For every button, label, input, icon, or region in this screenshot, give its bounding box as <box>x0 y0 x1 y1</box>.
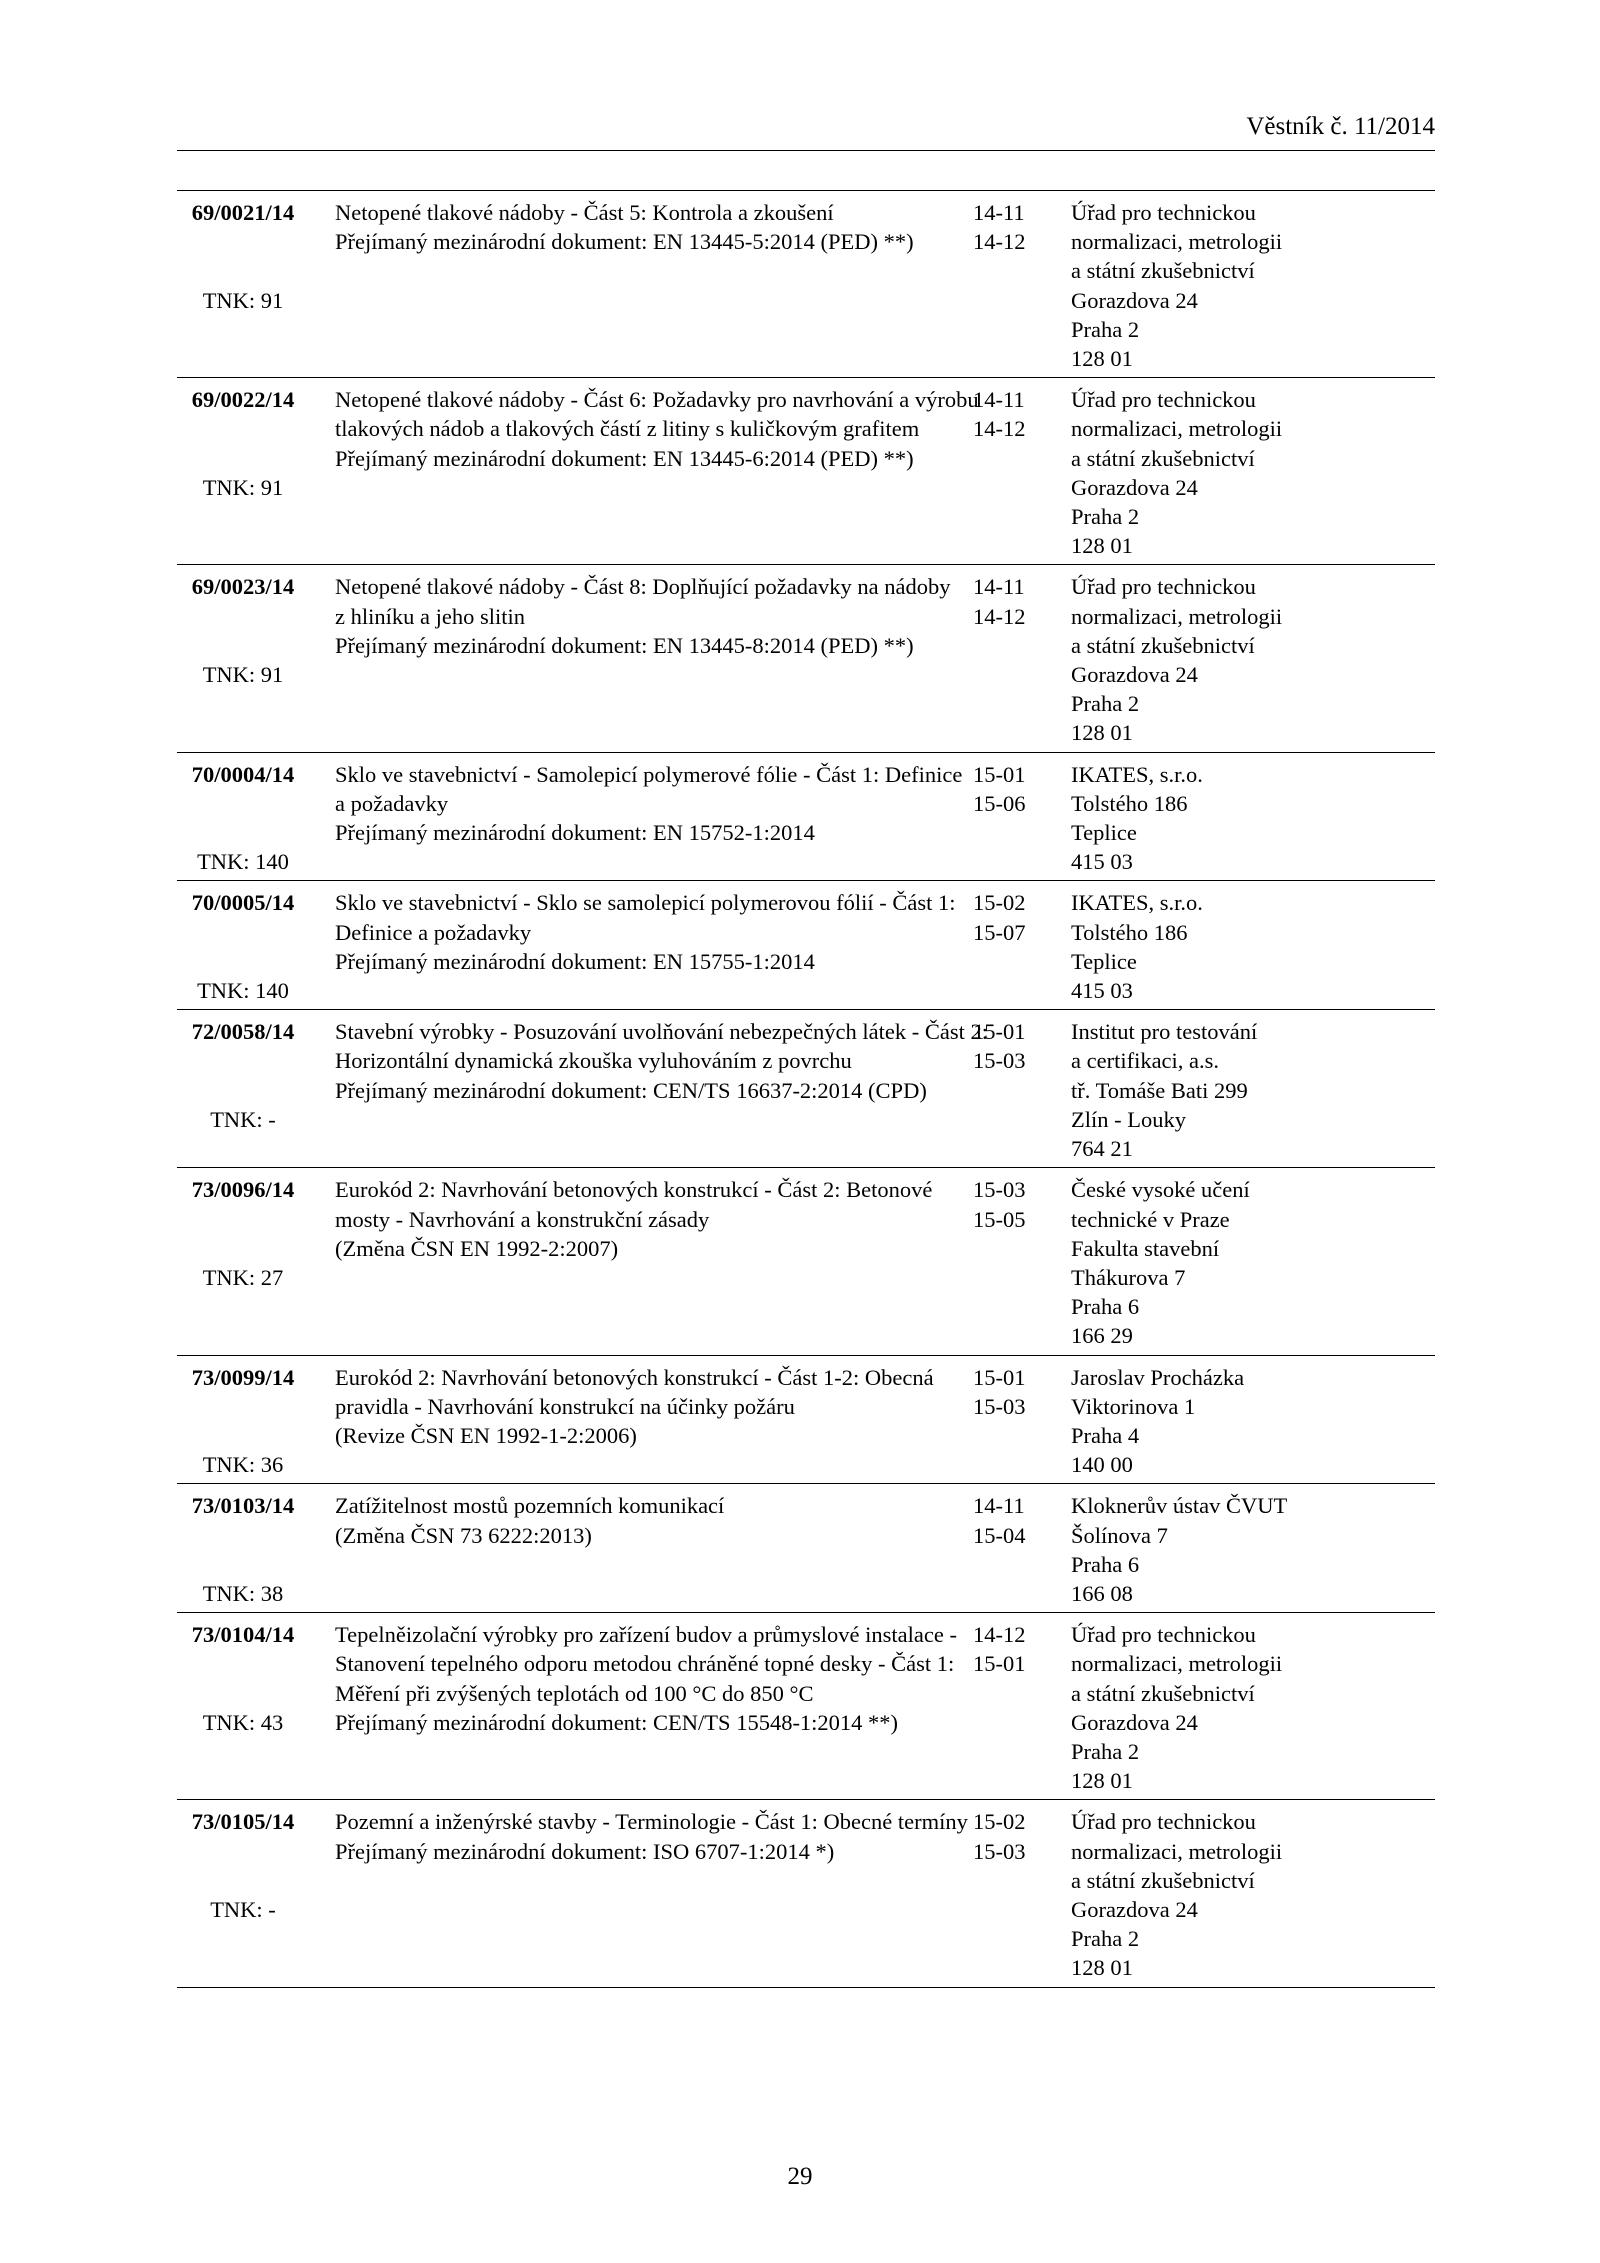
entry-date: 15-01 <box>973 1364 1026 1390</box>
entry-date: 14-11 <box>973 387 1025 413</box>
entry-processor-cell <box>1071 1807 1435 1982</box>
entry-processor-line: 415 03 <box>1071 849 1133 875</box>
entry-processor-cell <box>1071 198 1435 373</box>
entry-processor-line: 128 01 <box>1071 1768 1133 1794</box>
entry-date: 15-05 <box>973 1206 1026 1232</box>
entry-tnk: TNK: 27 <box>202 1264 284 1290</box>
entry-id-cell <box>177 1491 309 1608</box>
entry-processor-line: a certifikaci, a.s. <box>1071 1048 1220 1074</box>
entry-processor-line: Institut pro testování <box>1071 1019 1258 1045</box>
entry-date: 15-03 <box>973 1393 1026 1419</box>
entry-title-line: (Změna ČSN EN 1992-2:2007) <box>335 1235 619 1261</box>
entry-processor-line: 166 29 <box>1071 1323 1133 1349</box>
entry-id-cell <box>177 760 309 877</box>
entry-dates-cell <box>973 1807 1071 1982</box>
entry-title-cell <box>309 1620 973 1795</box>
entry-date: 15-03 <box>973 1048 1026 1074</box>
entry-date: 14-11 <box>973 574 1025 600</box>
entry-processor-line: Gorazdova 24 <box>1071 662 1198 688</box>
entry-date: 15-02 <box>973 1809 1026 1835</box>
entry-id-cell <box>177 198 309 373</box>
entry-processor-line: a státní zkušebnictví <box>1071 1867 1255 1893</box>
entry-title-line: Měření při zvýšených teplotách od 100 °C do 850 °C <box>335 1680 814 1706</box>
entry-id-cell <box>177 572 309 747</box>
entry-date: 15-01 <box>973 761 1026 787</box>
journal-issue: Věstník č. 11/2014 <box>1246 113 1435 140</box>
entry-processor-cell <box>1071 760 1435 877</box>
entry-number: 73/0103/14 <box>191 1493 295 1519</box>
entry-processor-cell <box>1071 1363 1435 1480</box>
entry-dates-cell <box>973 1017 1071 1163</box>
entry-id-cell <box>177 1620 309 1795</box>
entry-processor-cell <box>1071 1620 1435 1795</box>
entry-processor-line: Úřad pro technickou <box>1071 1809 1256 1835</box>
entry-dates-cell <box>973 198 1071 373</box>
entry-title-line: Tepelněizolační výrobky pro zařízení budov a průmyslové instalace - <box>335 1622 957 1648</box>
entry-processor-line: Teplice <box>1071 948 1137 974</box>
entry-processor-line: technické v Praze <box>1071 1206 1230 1232</box>
entry-processor-line: tř. Tomáše Bati 299 <box>1071 1077 1248 1103</box>
entry-date: 14-12 <box>973 229 1026 255</box>
entry-number: 73/0096/14 <box>191 1177 295 1203</box>
entry-title-line: Pozemní a inženýrské stavby - Terminologie - Část 1: Obecné termíny <box>335 1809 968 1835</box>
entry-title-line: Přejímaný mezinárodní dokument: EN 15752-1:2014 <box>335 820 815 846</box>
entry-title-line: Přejímaný mezinárodní dokument: EN 15755-1:2014 <box>335 948 815 974</box>
entry-processor-line: České vysoké učení <box>1071 1177 1250 1203</box>
entry-id-cell <box>177 1363 309 1480</box>
entry-processor-line: Viktorinova 1 <box>1071 1393 1196 1419</box>
entry-date: 15-01 <box>973 1651 1026 1677</box>
entry-tnk: TNK: 140 <box>197 849 289 875</box>
entry-processor-cell <box>1071 1175 1435 1350</box>
entry-number: 69/0023/14 <box>191 574 295 600</box>
entry-title-line: tlakových nádob a tlakových částí z litiny s kuličkovým grafitem <box>335 416 920 442</box>
entry-processor-line: Zlín - Louky <box>1071 1106 1186 1132</box>
entry-dates-cell <box>973 1491 1071 1608</box>
entry-dates-cell <box>973 1363 1071 1480</box>
entry-title-line: Netopené tlakové nádoby - Část 5: Kontrola a zkoušení <box>335 200 834 225</box>
entry-title-line: Definice a požadavky <box>335 919 532 945</box>
entry-processor-line: normalizaci, metrologii <box>1071 229 1283 255</box>
entry-title-line: mosty - Navrhování a konstrukční zásady <box>335 1206 710 1232</box>
entry-date: 15-04 <box>973 1522 1026 1548</box>
entry-tnk: TNK: 38 <box>202 1580 284 1606</box>
entry-id-cell <box>177 1017 309 1163</box>
standard-entry <box>177 1168 1435 1355</box>
entry-processor-line: normalizaci, metrologii <box>1071 1838 1283 1864</box>
entry-title-line: Přejímaný mezinárodní dokument: EN 13445-8:2014 (PED) **) <box>335 632 914 658</box>
entry-tnk: TNK: 91 <box>202 662 284 688</box>
entry-processor-line: Praha 2 <box>1071 691 1140 717</box>
entry-processor-line: Praha 6 <box>1071 1294 1140 1320</box>
entry-processor-line: a státní zkušebnictví <box>1071 445 1255 471</box>
entry-processor-line: 128 01 <box>1071 533 1133 559</box>
entry-title-line: Přejímaný mezinárodní dokument: CEN/TS 16637-2:2014 (CPD) <box>335 1077 927 1103</box>
entry-number: 70/0004/14 <box>191 761 295 787</box>
entry-date: 15-06 <box>973 790 1026 816</box>
entry-number: 70/0005/14 <box>191 890 295 916</box>
entry-title-line: z hliníku a jeho slitin <box>335 603 525 629</box>
entry-title-line: Přejímaný mezinárodní dokument: EN 13445-5:2014 (PED) **) <box>335 229 914 255</box>
entry-processor-line: 140 00 <box>1071 1452 1133 1478</box>
entry-tnk: TNK: 36 <box>202 1452 284 1478</box>
entry-date: 15-03 <box>973 1838 1026 1864</box>
entry-title-cell <box>309 1363 973 1480</box>
entry-processor-line: Kloknerův ústav ČVUT <box>1071 1493 1288 1519</box>
entry-processor-line: Fakulta stavební <box>1071 1235 1220 1261</box>
entry-title-line: Stavební výrobky - Posuzování uvolňování nebezpečných látek - Část 2: <box>335 1019 988 1045</box>
standard-entry <box>177 1484 1435 1613</box>
entry-processor-line: Praha 6 <box>1071 1551 1140 1577</box>
entry-processor-cell <box>1071 888 1435 1005</box>
entry-processor-line: Úřad pro technickou <box>1071 387 1256 413</box>
entry-id-cell <box>177 888 309 1005</box>
entry-processor-line: 128 01 <box>1071 720 1133 746</box>
entry-processor-line: Praha 2 <box>1071 316 1140 342</box>
entry-title-cell <box>309 888 973 1005</box>
entry-processor-line: Šolínova 7 <box>1071 1522 1168 1548</box>
entry-tnk: TNK: - <box>210 1106 276 1132</box>
entry-title-line: Stanovení tepelného odporu metodou chráněné topné desky - Část 1: <box>335 1651 955 1677</box>
entry-title-line: Eurokód 2: Navrhování betonových konstrukcí - Část 1-2: Obecná <box>335 1364 934 1390</box>
entry-processor-line: 764 21 <box>1071 1136 1133 1162</box>
standard-entry <box>177 1613 1435 1800</box>
entry-dates-cell <box>973 385 1071 560</box>
entry-id-cell <box>177 1175 309 1350</box>
entry-processor-cell <box>1071 1491 1435 1608</box>
entry-title-line: Sklo ve stavebnictví - Samolepicí polymerové fólie - Část 1: Definice <box>335 761 963 787</box>
entry-title-cell <box>309 760 973 877</box>
entry-title-line: Horizontální dynamická zkouška vyluhováním z povrchu <box>335 1048 852 1074</box>
standard-entry <box>177 1010 1435 1168</box>
entry-processor-line: Teplice <box>1071 820 1137 846</box>
entry-processor-line: normalizaci, metrologii <box>1071 603 1283 629</box>
entry-number: 69/0022/14 <box>191 387 295 413</box>
entry-date: 15-03 <box>973 1177 1026 1203</box>
standard-entry <box>177 191 1435 378</box>
entry-processor-line: Gorazdova 24 <box>1071 1896 1198 1922</box>
entry-title-cell <box>309 1807 973 1982</box>
entry-title-line: a požadavky <box>335 790 449 816</box>
entry-processor-cell <box>1071 1017 1435 1163</box>
standard-entry <box>177 565 1435 752</box>
entry-title-cell <box>309 1017 988 1163</box>
page-number: 29 <box>787 2163 813 2190</box>
entry-tnk: TNK: 91 <box>202 287 284 313</box>
entry-processor-line: Úřad pro technickou <box>1071 200 1256 225</box>
entry-processor-line: Úřad pro technickou <box>1071 574 1256 600</box>
entry-processor-line: 415 03 <box>1071 978 1133 1004</box>
entry-title-line: (Revize ČSN EN 1992-1-2:2006) <box>335 1422 637 1448</box>
entry-number: 69/0021/14 <box>191 200 295 225</box>
entry-number: 72/0058/14 <box>191 1019 295 1045</box>
entry-title-cell <box>309 385 979 560</box>
entry-processor-line: Gorazdova 24 <box>1071 287 1198 313</box>
entry-title-line: Sklo ve stavebnictví - Sklo se samolepicí polymerovou fólií - Část 1: <box>335 890 956 916</box>
entry-dates-cell <box>973 572 1071 747</box>
standard-entry <box>177 753 1435 882</box>
entry-date: 15-07 <box>973 919 1026 945</box>
entry-processor-line: Jaroslav Procházka <box>1071 1364 1245 1390</box>
entry-processor-line: a státní zkušebnictví <box>1071 258 1255 284</box>
entry-date: 15-02 <box>973 890 1026 916</box>
standard-entry <box>177 1800 1435 1987</box>
entry-processor-line: Praha 2 <box>1071 504 1140 530</box>
entry-processor-line: Úřad pro technickou <box>1071 1622 1256 1648</box>
entry-processor-line: IKATES, s.r.o. <box>1071 890 1203 916</box>
entry-id-cell <box>177 385 309 560</box>
entry-title-cell <box>309 198 973 373</box>
entry-title-line: (Změna ČSN 73 6222:2013) <box>335 1522 592 1548</box>
entry-date: 14-12 <box>973 1622 1026 1648</box>
entry-number: 73/0105/14 <box>191 1809 295 1835</box>
entry-title-line: Přejímaný mezinárodní dokument: EN 13445-6:2014 (PED) **) <box>335 445 914 471</box>
entry-processor-line: Gorazdova 24 <box>1071 1709 1198 1735</box>
entry-number: 73/0099/14 <box>191 1364 295 1390</box>
entry-processor-line: Tolstého 186 <box>1071 790 1188 816</box>
entry-title-line: Netopené tlakové nádoby - Část 8: Doplňující požadavky na nádoby <box>335 574 951 600</box>
entry-title-line: Netopené tlakové nádoby - Část 6: Požadavky pro navrhování a výrobu <box>335 387 979 413</box>
entry-date: 14-12 <box>973 603 1026 629</box>
entry-title-line: Zatížitelnost mostů pozemních komunikací <box>335 1493 725 1519</box>
entry-processor-line: Gorazdova 24 <box>1071 474 1198 500</box>
entry-processor-cell <box>1071 572 1435 747</box>
standard-entry <box>177 378 1435 565</box>
entry-tnk: TNK: 140 <box>197 978 289 1004</box>
standard-entry <box>177 881 1435 1010</box>
entry-processor-line: a státní zkušebnictví <box>1071 632 1255 658</box>
standard-entry <box>177 1356 1435 1485</box>
entry-processor-cell <box>1071 385 1435 560</box>
entry-date: 14-12 <box>973 416 1026 442</box>
entry-title-cell <box>309 1175 973 1350</box>
entry-dates-cell <box>973 1175 1071 1350</box>
entry-title-cell <box>309 1491 973 1608</box>
entry-dates-cell <box>973 888 1071 1005</box>
entry-title-line: Přejímaný mezinárodní dokument: CEN/TS 15548-1:2014 **) <box>335 1709 899 1735</box>
entry-date: 14-11 <box>973 1493 1025 1519</box>
entry-processor-line: 128 01 <box>1071 346 1133 372</box>
entry-processor-line: a státní zkušebnictví <box>1071 1680 1255 1706</box>
entry-processor-line: normalizaci, metrologii <box>1071 416 1283 442</box>
entry-title-line: Eurokód 2: Navrhování betonových konstrukcí - Část 2: Betonové <box>335 1177 933 1203</box>
entry-title-line: Přejímaný mezinárodní dokument: ISO 6707-1:2014 *) <box>335 1838 835 1864</box>
entry-tnk: TNK: 91 <box>202 474 284 500</box>
entry-tnk: TNK: 43 <box>202 1709 284 1735</box>
entry-processor-line: Praha 2 <box>1071 1926 1140 1952</box>
entry-id-cell <box>177 1807 309 1982</box>
entry-processor-line: 166 08 <box>1071 1580 1133 1606</box>
entry-title-line: pravidla - Navrhování konstrukcí na účinky požáru <box>335 1393 795 1419</box>
entry-processor-line: Praha 2 <box>1071 1738 1140 1764</box>
entry-date: 14-11 <box>973 200 1025 225</box>
entry-number: 73/0104/14 <box>191 1622 295 1648</box>
page-header <box>177 112 1435 151</box>
entry-processor-line: 128 01 <box>1071 1955 1133 1981</box>
entry-date: 15-01 <box>973 1019 1026 1045</box>
entry-tnk: TNK: - <box>210 1896 276 1922</box>
entry-processor-line: Tolstého 186 <box>1071 919 1188 945</box>
entry-processor-line: Praha 4 <box>1071 1422 1140 1448</box>
standards-table <box>177 190 1435 1988</box>
entry-processor-line: Thákurova 7 <box>1071 1264 1186 1290</box>
entry-processor-line: IKATES, s.r.o. <box>1071 761 1203 787</box>
entry-dates-cell <box>973 760 1071 877</box>
entry-dates-cell <box>973 1620 1071 1795</box>
entry-title-cell <box>309 572 973 747</box>
entry-processor-line: normalizaci, metrologii <box>1071 1651 1283 1677</box>
